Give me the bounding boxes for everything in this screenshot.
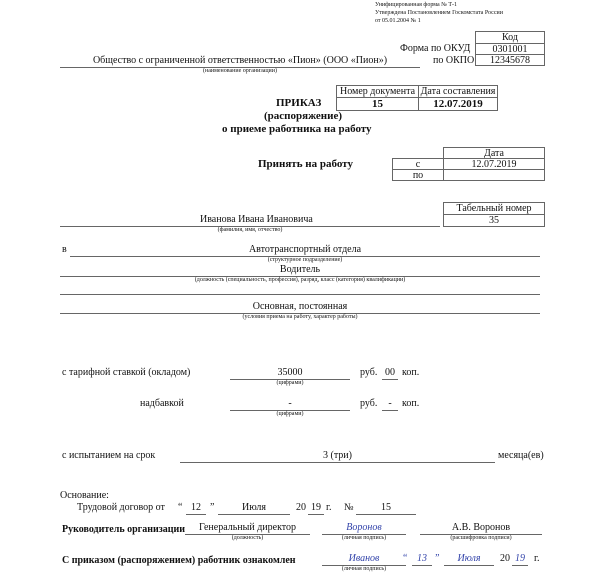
department-prefix: в — [62, 244, 67, 255]
probation-label: с испытанием на срок — [62, 450, 156, 461]
salary-label: с тарифной ставкой (окладом) — [62, 367, 191, 378]
position-name: Водитель — [279, 264, 321, 275]
hire-date-header: Дата — [443, 147, 545, 159]
bonus-kop-label: коп. — [402, 398, 420, 409]
acquainted-day: 13 — [417, 553, 427, 564]
salary-amount: 35000 — [277, 367, 303, 378]
okud-label: Форма по ОКУД — [400, 43, 471, 54]
acquainted-year-underline — [512, 565, 528, 566]
conditions-caption: (условия приема на работу, характер работы) — [242, 314, 358, 320]
salary-rub-label: руб. — [360, 367, 378, 378]
basis-year-prefix: 20 — [296, 502, 306, 513]
employee-name: Иванова Ивана Ивановича — [200, 214, 313, 225]
salary-kop: 00 — [385, 367, 395, 378]
acquainted-month: Июля — [457, 553, 481, 564]
acquainted-signature: Иванов — [348, 553, 380, 564]
document-subject: о приеме работника на работу — [222, 123, 372, 135]
head-label: Руководитель организации — [62, 524, 186, 535]
hire-to-label: по — [392, 169, 444, 181]
salary-caption: (цифрами) — [276, 380, 304, 386]
salary-kop-underline — [382, 379, 398, 380]
hire-label: Принять на работу — [258, 158, 353, 170]
position-caption: (должность (специальность, профессия), разряд, класс (категория) квалификации) — [194, 277, 406, 283]
document-number-header: Номер документа — [336, 85, 419, 98]
basis-day-underline — [186, 514, 206, 515]
employee-name-caption: (фамилия, имя, отчество) — [217, 227, 283, 233]
head-signature: Воронов — [346, 522, 382, 533]
basis-label: Основание: — [60, 490, 109, 501]
basis-month: Июля — [241, 502, 267, 513]
basis-close-quote: ” — [210, 502, 215, 513]
acquainted-signature-caption: (личная подпись) — [341, 566, 387, 572]
probation-value: 3 (три) — [322, 450, 352, 461]
code-header: Код — [475, 31, 545, 44]
bonus-rub-label: руб. — [360, 398, 378, 409]
conditions-value: Основная, постоянная — [252, 301, 348, 312]
head-name-caption: (расшифровка подписи) — [450, 535, 512, 541]
acquainted-year-suffix: 19 — [515, 553, 525, 564]
basis-year-suffix: 19 — [311, 502, 321, 513]
bonus-kop: - — [388, 398, 392, 409]
acquainted-day-underline — [412, 565, 432, 566]
bonus-label: надбавкой — [140, 398, 184, 409]
basis-number: 15 — [381, 502, 391, 513]
basis-open-quote: “ — [178, 502, 183, 513]
basis-number-label: № — [344, 502, 354, 513]
basis-contract-label: Трудовой договор от — [77, 502, 165, 513]
organization-name: Общество с ограниченной ответственностью «Пион» (ООО «Пион») — [92, 55, 388, 66]
acquainted-label: С приказом (распоряжением) работник ознакомлен — [62, 555, 296, 566]
bonus-kop-underline — [382, 410, 398, 411]
acquainted-close-quote: ” — [434, 553, 440, 564]
basis-day: 12 — [191, 502, 201, 513]
head-name: А.В. Воронов — [451, 522, 511, 533]
acquainted-year-label: г. — [534, 553, 540, 564]
document-title: ПРИКАЗ — [276, 97, 322, 109]
document-number: 15 — [336, 97, 419, 111]
document-subtitle: (распоряжение) — [264, 110, 343, 122]
department-name: Автотранспортный отдела — [248, 244, 362, 255]
head-position-caption: (должность) — [231, 535, 264, 541]
form-header-line1: Унифицированная форма № Т-1 — [375, 2, 458, 8]
bonus-amount: - — [288, 398, 292, 409]
okpo-label: по ОКПО — [433, 55, 475, 66]
basis-month-underline — [218, 514, 290, 515]
head-signature-caption: (личная подпись) — [341, 535, 387, 541]
document-date-header: Дата составления — [418, 85, 498, 98]
head-position: Генеральный директор — [198, 522, 297, 533]
probation-unit: месяца(ев) — [498, 450, 544, 461]
basis-number-underline — [356, 514, 416, 515]
tab-number-header: Табельный номер — [443, 202, 545, 215]
acquainted-year-prefix: 20 — [500, 553, 510, 564]
form-header-line2: Утверждена Постановлением Госкомстата России — [375, 10, 503, 16]
form-header-line3: от 05.01.2004 № 1 — [375, 18, 421, 24]
acquainted-open-quote: “ — [402, 553, 408, 564]
document-date: 12.07.2019 — [418, 97, 498, 111]
basis-year-underline — [308, 514, 324, 515]
probation-underline — [180, 462, 495, 463]
hire-to-date — [443, 169, 545, 181]
department-caption: (структурное подразделение) — [267, 257, 343, 263]
okud-value: 0301001 — [475, 43, 545, 55]
tab-number: 35 — [443, 214, 545, 227]
basis-year-label: г. — [326, 502, 332, 513]
okpo-value: 12345678 — [475, 54, 545, 66]
acquainted-month-underline — [444, 565, 494, 566]
bonus-caption: (цифрами) — [276, 411, 304, 417]
hire-from-date: 12.07.2019 — [443, 158, 545, 170]
position-extra-line — [60, 294, 540, 295]
organization-caption: (наименование организации) — [203, 68, 277, 74]
salary-kop-label: коп. — [402, 367, 420, 378]
hire-from-label: с — [392, 158, 444, 170]
